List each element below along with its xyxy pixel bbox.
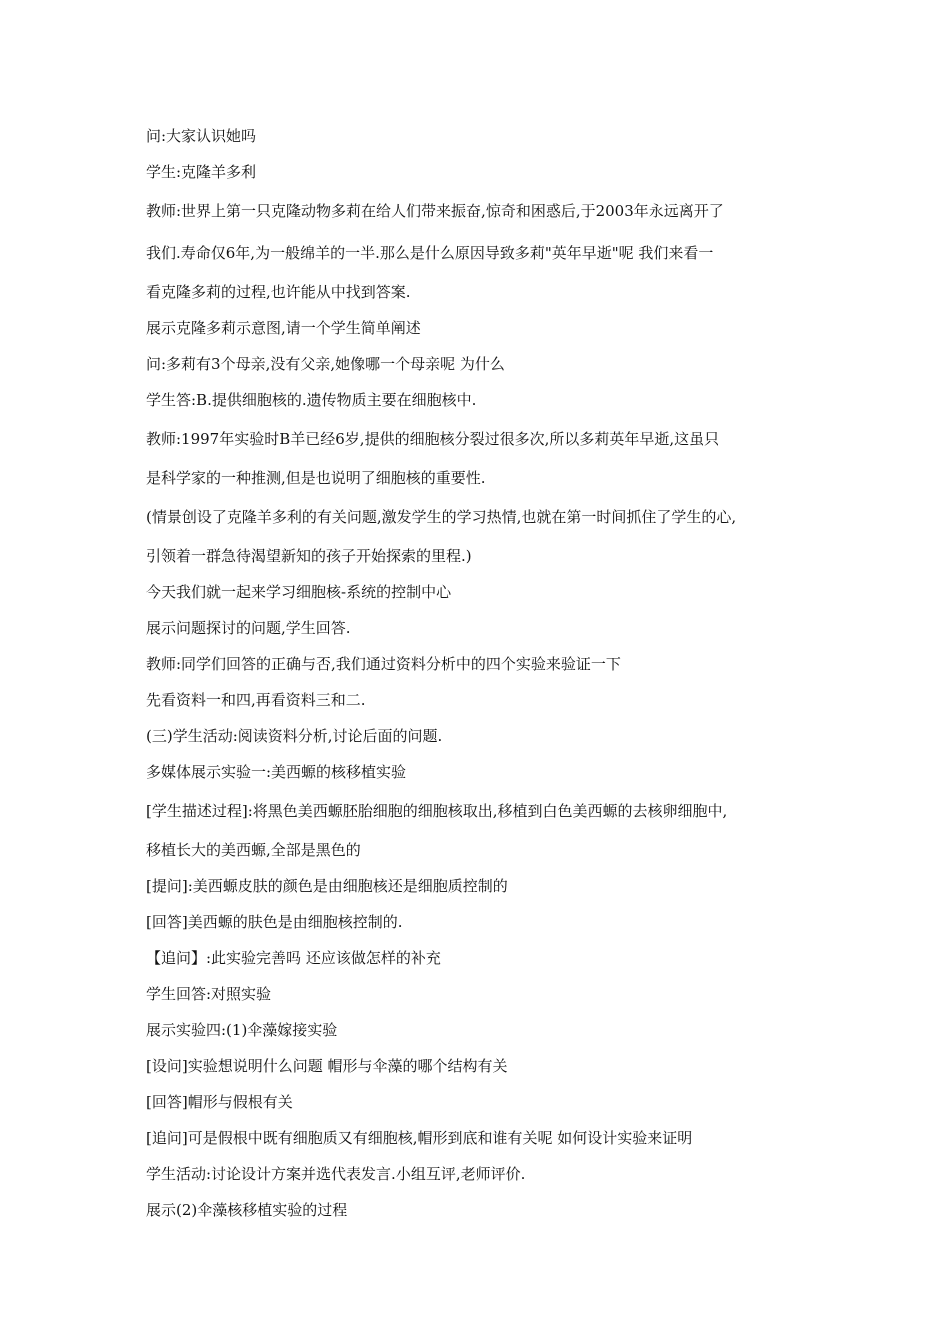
text-line: 学生回答:对照实验 bbox=[146, 985, 272, 1003]
text-line: [回答]帽形与假根有关 bbox=[146, 1093, 293, 1111]
text-line: 【追问】:此实验完善吗 还应该做怎样的补充 bbox=[146, 949, 441, 967]
text-line: 展示问题探讨的问题,学生回答. bbox=[146, 619, 351, 637]
text-line: [回答]美西螈的肤色是由细胞核控制的. bbox=[146, 913, 403, 931]
text-line: 多媒体展示实验一:美西螈的核移植实验 bbox=[146, 763, 407, 781]
text-line: 今天我们就一起来学习细胞核-系统的控制中心 bbox=[146, 583, 452, 601]
text-line: 展示(2)伞藻核移植实验的过程 bbox=[146, 1201, 348, 1219]
text-line: 是科学家的一种推测,但是也说明了细胞核的重要性. bbox=[146, 469, 486, 487]
document-page bbox=[146, 118, 816, 1228]
text-line: 教师:同学们回答的正确与否,我们通过资料分析中的四个实验来验证一下 bbox=[146, 655, 621, 673]
text-line: 移植长大的美西螈,全部是黑色的 bbox=[146, 841, 361, 859]
text-line: 学生答:B.提供细胞核的.遗传物质主要在细胞核中. bbox=[146, 391, 477, 409]
text-line: 教师:世界上第一只克隆动物多莉在给人们带来振奋,惊奇和困惑后,于2003年永远离开了 bbox=[146, 202, 724, 220]
text-line: [追问]可是假根中既有细胞质又有细胞核,帽形到底和谁有关呢 如何设计实验来证明 bbox=[146, 1129, 693, 1147]
text-line: 我们.寿命仅6年,为一般绵羊的一半.那么是什么原因导致多莉"英年早逝"呢 我们来看一 bbox=[146, 244, 714, 262]
text-line: 教师:1997年实验时B羊已经6岁,提供的细胞核分裂过很多次,所以多莉英年早逝,这虽只 bbox=[146, 430, 720, 448]
text-line: 问:大家认识她吗 bbox=[146, 127, 257, 145]
text-line: 学生活动:讨论设计方案并选代表发言.小组互评,老师评价. bbox=[146, 1165, 526, 1183]
text-line: 问:多莉有3个母亲,没有父亲,她像哪一个母亲呢 为什么 bbox=[146, 355, 505, 373]
text-line: [设问]实验想说明什么问题 帽形与伞藻的哪个结构有关 bbox=[146, 1057, 508, 1075]
text-line: 展示克隆多莉示意图,请一个学生简单阐述 bbox=[146, 319, 421, 337]
text-line: (情景创设了克隆羊多利的有关问题,激发学生的学习热情,也就在第一时间抓住了学生的心, bbox=[146, 508, 737, 526]
text-line: 学生:克隆羊多利 bbox=[146, 163, 257, 181]
text-line: [学生描述过程]:将黑色美西螈胚胎细胞的细胞核取出,移植到白色美西螈的去核卵细胞中, bbox=[146, 802, 728, 820]
text-line: 展示实验四:(1)伞藻嫁接实验 bbox=[146, 1021, 338, 1039]
text-line: 看克隆多莉的过程,也许能从中找到答案. bbox=[146, 283, 411, 301]
text-line: (三)学生活动:阅读资料分析,讨论后面的问题. bbox=[146, 727, 443, 745]
text-line: 引领着一群急待渴望新知的孩子开始探索的里程.) bbox=[146, 547, 472, 565]
text-line: [提问]:美西螈皮肤的颜色是由细胞核还是细胞质控制的 bbox=[146, 877, 508, 895]
text-line: 先看资料一和四,再看资料三和二. bbox=[146, 691, 366, 709]
